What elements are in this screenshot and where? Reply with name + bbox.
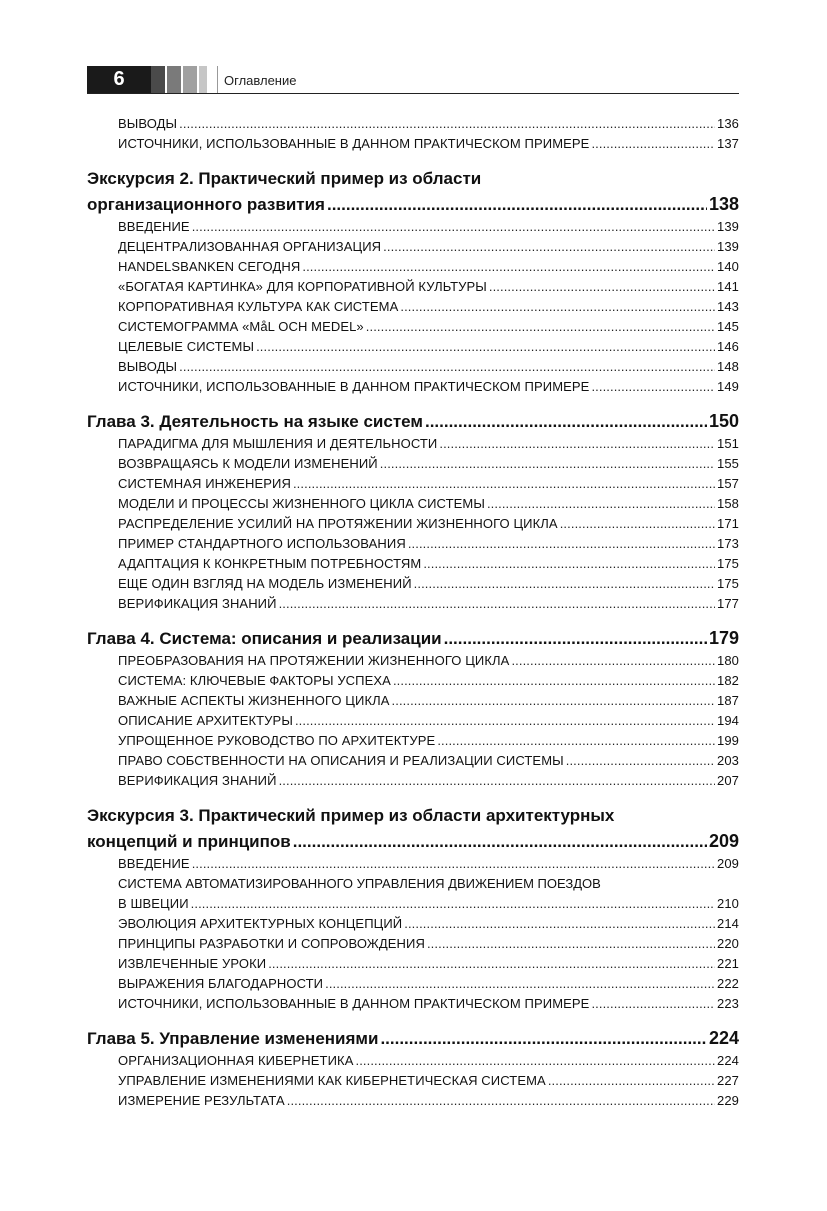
leader-dots xyxy=(179,357,715,377)
leader-dots xyxy=(444,626,707,651)
page-number: 6 xyxy=(87,66,151,93)
toc-entry-title: ПРЕОБРАЗОВАНИЯ НА ПРОТЯЖЕНИИ ЖИЗНЕННОГО ЦИКЛА xyxy=(118,653,510,668)
toc-entry-title: HANDELSBANKEN СЕГОДНЯ xyxy=(118,259,301,274)
chapter-heading[interactable] xyxy=(87,409,739,434)
toc-entry[interactable] xyxy=(87,277,739,297)
toc-entry-title: УПРОЩЕННОЕ РУКОВОДСТВО ПО АРХИТЕКТУРЕ xyxy=(118,733,436,748)
toc-entry-page: 140 xyxy=(717,259,739,274)
toc-entry[interactable] xyxy=(87,114,739,134)
leader-dots xyxy=(268,954,715,974)
toc-entry-page: 214 xyxy=(717,916,739,931)
chapter-page: 138 xyxy=(708,194,739,214)
leader-dots xyxy=(591,134,715,154)
leader-dots xyxy=(327,192,707,217)
toc-entry-page: 177 xyxy=(717,596,739,611)
toc-entry-title: ЦЕЛЕВЫЕ СИСТЕМЫ xyxy=(118,339,255,354)
toc-entry-page: 171 xyxy=(717,516,739,531)
toc-entry-page: 173 xyxy=(717,536,739,551)
leader-dots xyxy=(439,434,715,454)
toc-chapter xyxy=(87,1026,739,1111)
toc-entry-page: 148 xyxy=(717,359,739,374)
leader-dots xyxy=(427,934,715,954)
toc-entry-title: ОПИСАНИЕ АРХИТЕКТУРЫ xyxy=(118,713,293,728)
leader-dots xyxy=(192,217,715,237)
toc-entry-title: ВЫВОДЫ xyxy=(118,116,178,131)
toc-entry-page: 139 xyxy=(717,219,739,234)
table-of-contents xyxy=(87,114,739,1111)
toc-entry[interactable] xyxy=(87,711,739,731)
toc-entry-page: 175 xyxy=(717,576,739,591)
leader-dots xyxy=(408,534,715,554)
leader-dots xyxy=(393,671,715,691)
toc-entry-title: ЭВОЛЮЦИЯ АРХИТЕКТУРНЫХ КОНЦЕПЦИЙ xyxy=(118,916,403,931)
toc-entry-title: ВЫРАЖЕНИЯ БЛАГОДАРНОСТИ xyxy=(118,976,324,991)
toc-entry[interactable] xyxy=(87,474,739,494)
toc-entry-title: ИСТОЧНИКИ, ИСПОЛЬЗОВАННЫЕ В ДАННОМ ПРАКТИЧЕСКОМ ПРИМЕРЕ xyxy=(118,379,590,394)
toc-entry-page: 187 xyxy=(717,693,739,708)
leader-dots xyxy=(179,114,715,134)
toc-entry-page: 145 xyxy=(717,319,739,334)
toc-entry[interactable] xyxy=(87,514,739,534)
toc-entry[interactable] xyxy=(87,494,739,514)
toc-entry-page: 143 xyxy=(717,299,739,314)
toc-entry[interactable] xyxy=(87,914,739,934)
toc-chapter xyxy=(87,803,739,1014)
toc-entry-title: СИСТЕМА: КЛЮЧЕВЫЕ ФАКТОРЫ УСПЕХА xyxy=(118,673,391,688)
toc-entry[interactable] xyxy=(87,751,739,771)
toc-entry-page: 182 xyxy=(717,673,739,688)
toc-entry-title: КОРПОРАТИВНАЯ КУЛЬТУРА КАК СИСТЕМА xyxy=(118,299,399,314)
toc-entry[interactable] xyxy=(87,651,739,671)
toc-entry-page: 222 xyxy=(717,976,739,991)
running-title: Оглавление xyxy=(217,66,296,93)
toc-entry[interactable] xyxy=(87,731,739,751)
header-gradient-block xyxy=(151,66,165,93)
toc-entry-title: ПРАВО СОБСТВЕННОСТИ НА ОПИСАНИЯ И РЕАЛИЗАЦИИ СИСТЕМЫ xyxy=(118,753,564,768)
toc-entry-title: ЕЩЕ ОДИН ВЗГЛЯД НА МОДЕЛЬ ИЗМЕНЕНИЙ xyxy=(118,576,412,591)
leader-dots xyxy=(591,994,715,1014)
leader-dots xyxy=(380,454,715,474)
toc-entry-title: ИЗВЛЕЧЕННЫЕ УРОКИ xyxy=(118,956,267,971)
toc-entry-title: МОДЕЛИ И ПРОЦЕССЫ ЖИЗНЕННОГО ЦИКЛА СИСТЕМЫ xyxy=(118,496,485,511)
toc-entry-page: 149 xyxy=(717,379,739,394)
leader-dots xyxy=(566,751,715,771)
toc-entry[interactable] xyxy=(87,954,739,974)
toc-entry[interactable] xyxy=(87,671,739,691)
toc-entry[interactable] xyxy=(87,217,739,237)
leader-dots xyxy=(425,409,707,434)
toc-entry-page: 210 xyxy=(717,896,739,911)
chapter-heading[interactable] xyxy=(87,192,739,217)
toc-entry[interactable] xyxy=(87,1071,739,1091)
leader-dots xyxy=(511,651,715,671)
toc-entry[interactable] xyxy=(87,894,739,914)
leader-dots xyxy=(302,257,715,277)
header-gradient-block xyxy=(167,66,181,93)
chapter-heading[interactable] xyxy=(87,1026,739,1051)
toc-entry-page: 203 xyxy=(717,753,739,768)
leader-dots xyxy=(366,317,715,337)
toc-entry-page: 199 xyxy=(717,733,739,748)
toc-entry[interactable] xyxy=(87,1091,739,1111)
toc-entry-title: ИСТОЧНИКИ, ИСПОЛЬЗОВАННЫЕ В ДАННОМ ПРАКТИЧЕСКОМ ПРИМЕРЕ xyxy=(118,996,590,1011)
toc-entry[interactable] xyxy=(87,454,739,474)
chapter-page: 224 xyxy=(708,1028,739,1048)
toc-entry-page: 136 xyxy=(717,116,739,131)
leader-dots xyxy=(548,1071,715,1091)
toc-entry-page: 139 xyxy=(717,239,739,254)
toc-entry-title: ОРГАНИЗАЦИОННАЯ КИБЕРНЕТИКА xyxy=(118,1053,354,1068)
toc-entry-title: ВАЖНЫЕ АСПЕКТЫ ЖИЗНЕННОГО ЦИКЛА xyxy=(118,693,390,708)
toc-chapter xyxy=(87,626,739,791)
toc-entry[interactable] xyxy=(87,357,739,377)
toc-chapter xyxy=(87,166,739,397)
toc-entry-page: 209 xyxy=(717,856,739,871)
leader-dots xyxy=(383,237,715,257)
toc-entry-page: 175 xyxy=(717,556,739,571)
leader-dots xyxy=(404,914,715,934)
toc-entry[interactable] xyxy=(87,377,739,397)
toc-entry-page: 180 xyxy=(717,653,739,668)
chapter-heading[interactable] xyxy=(87,829,739,854)
chapter-title: Глава 3. Деятельность на языке систем xyxy=(87,412,423,431)
leader-dots xyxy=(279,771,715,791)
leader-dots xyxy=(489,277,715,297)
toc-entry[interactable] xyxy=(87,974,739,994)
leader-dots xyxy=(355,1051,715,1071)
toc-entry[interactable] xyxy=(87,1051,739,1071)
leader-dots xyxy=(295,711,715,731)
toc-entry-title: АДАПТАЦИЯ К КОНКРЕТНЫМ ПОТРЕБНОСТЯМ xyxy=(118,556,422,571)
chapter-title: Глава 4. Система: описания и реализации xyxy=(87,629,442,648)
leader-dots xyxy=(591,377,715,397)
leader-dots xyxy=(392,691,715,711)
toc-entry-title: ВЫВОДЫ xyxy=(118,359,178,374)
toc-entry[interactable] xyxy=(87,691,739,711)
chapter-page: 150 xyxy=(708,411,739,431)
toc-entry-title-continued: СИСТЕМА АВТОМАТИЗИРОВАННОГО УПРАВЛЕНИЯ ДВИЖЕНИЕМ ПОЕЗДОВ xyxy=(118,876,601,891)
toc-entry-page: 229 xyxy=(717,1093,739,1108)
leader-dots xyxy=(414,574,715,594)
leader-dots xyxy=(191,894,715,914)
toc-entry-page: 141 xyxy=(717,279,739,294)
toc-entry-title: ПАРАДИГМА ДЛЯ МЫШЛЕНИЯ И ДЕЯТЕЛЬНОСТИ xyxy=(118,436,438,451)
leader-dots xyxy=(325,974,715,994)
toc-entry[interactable] xyxy=(87,554,739,574)
toc-entry-page: 207 xyxy=(717,773,739,788)
page-header xyxy=(87,66,739,96)
toc-entry-page: 146 xyxy=(717,339,739,354)
toc-entry[interactable] xyxy=(87,237,739,257)
chapter-title: Глава 5. Управление изменениями xyxy=(87,1029,379,1048)
toc-entry[interactable] xyxy=(87,534,739,554)
leader-dots xyxy=(293,829,707,854)
toc-entry-title: ВВЕДЕНИЕ xyxy=(118,219,190,234)
toc-entry[interactable] xyxy=(87,574,739,594)
toc-entry-page: 224 xyxy=(717,1053,739,1068)
leader-dots xyxy=(560,514,715,534)
leader-dots xyxy=(192,854,715,874)
toc-entry-page: 155 xyxy=(717,456,739,471)
leader-dots xyxy=(400,297,715,317)
toc-entry[interactable] xyxy=(87,771,739,791)
toc-entry-title: ИЗМЕРЕНИЕ РЕЗУЛЬТАТА xyxy=(118,1093,285,1108)
chapter-page: 179 xyxy=(708,628,739,648)
toc-entry[interactable] xyxy=(87,297,739,317)
chapter-title: организационного развития xyxy=(87,195,325,214)
toc-entry-title: СИСТЕМНАЯ ИНЖЕНЕРИЯ xyxy=(118,476,291,491)
toc-entry[interactable] xyxy=(87,257,739,277)
toc-entry-title: РАСПРЕДЕЛЕНИЕ УСИЛИЙ НА ПРОТЯЖЕНИИ ЖИЗНЕННОГО ЦИКЛА xyxy=(118,516,558,531)
leader-dots xyxy=(287,1091,715,1111)
toc-entry-title: СИСТЕМОГРАММА «MåL OCH MEDEL» xyxy=(118,319,364,334)
toc-entry[interactable] xyxy=(87,337,739,357)
header-gradient-block xyxy=(199,66,207,93)
toc-entry-page: 151 xyxy=(717,436,739,451)
toc-entry[interactable] xyxy=(87,994,739,1014)
toc-entry[interactable] xyxy=(87,317,739,337)
toc-entry-page: 137 xyxy=(717,136,739,151)
toc-entry-page: 221 xyxy=(717,956,739,971)
toc-entry[interactable] xyxy=(87,854,739,874)
toc-entry-title: ВЕРИФИКАЦИЯ ЗНАНИЙ xyxy=(118,596,277,611)
toc-entry-page: 157 xyxy=(717,476,739,491)
toc-entry-title: ПРИМЕР СТАНДАРТНОГО ИСПОЛЬЗОВАНИЯ xyxy=(118,536,406,551)
toc-entry[interactable] xyxy=(87,934,739,954)
toc-entry-page: 227 xyxy=(717,1073,739,1088)
chapter-title-line: Экскурсия 2. Практический пример из области xyxy=(87,169,482,188)
toc-entry[interactable] xyxy=(87,594,739,614)
toc-entry-page: 194 xyxy=(717,713,739,728)
leader-dots xyxy=(437,731,715,751)
leader-dots xyxy=(256,337,715,357)
toc-entry-title: «БОГАТАЯ КАРТИНКА» ДЛЯ КОРПОРАТИВНОЙ КУЛЬТУРЫ xyxy=(118,279,487,294)
toc-entry-page: 158 xyxy=(717,496,739,511)
toc-entry-page: 223 xyxy=(717,996,739,1011)
toc-entry-title: ДЕЦЕНТРАЛИЗОВАННАЯ ОРГАНИЗАЦИЯ xyxy=(118,239,382,254)
chapter-page: 209 xyxy=(708,831,739,851)
leader-dots xyxy=(423,554,715,574)
leader-dots xyxy=(487,494,715,514)
toc-entry[interactable] xyxy=(87,134,739,154)
toc-chapter xyxy=(87,409,739,614)
leader-dots xyxy=(293,474,715,494)
toc-entry-page: 220 xyxy=(717,936,739,951)
header-gradient-block xyxy=(183,66,197,93)
chapter-title-line: Экскурсия 3. Практический пример из области архитектурных xyxy=(87,806,615,825)
leader-dots xyxy=(279,594,715,614)
toc-entry-title: ИСТОЧНИКИ, ИСПОЛЬЗОВАННЫЕ В ДАННОМ ПРАКТИЧЕСКОМ ПРИМЕРЕ xyxy=(118,136,590,151)
toc-entry[interactable] xyxy=(87,434,739,454)
chapter-title: концепций и принципов xyxy=(87,832,291,851)
header-rule xyxy=(87,93,739,94)
toc-entry-title: ВВЕДЕНИЕ xyxy=(118,856,190,871)
toc-entry-title: УПРАВЛЕНИЕ ИЗМЕНЕНИЯМИ КАК КИБЕРНЕТИЧЕСКАЯ СИСТЕМА xyxy=(118,1073,546,1088)
toc-entry-title: В ШВЕЦИИ xyxy=(118,896,189,911)
chapter-heading[interactable] xyxy=(87,626,739,651)
toc-entry-title: ВОЗВРАЩАЯСЬ К МОДЕЛИ ИЗМЕНЕНИЙ xyxy=(118,456,378,471)
leader-dots xyxy=(380,1026,707,1051)
toc-entry-title: ПРИНЦИПЫ РАЗРАБОТКИ И СОПРОВОЖДЕНИЯ xyxy=(118,936,425,951)
toc-entry-title: ВЕРИФИКАЦИЯ ЗНАНИЙ xyxy=(118,773,277,788)
